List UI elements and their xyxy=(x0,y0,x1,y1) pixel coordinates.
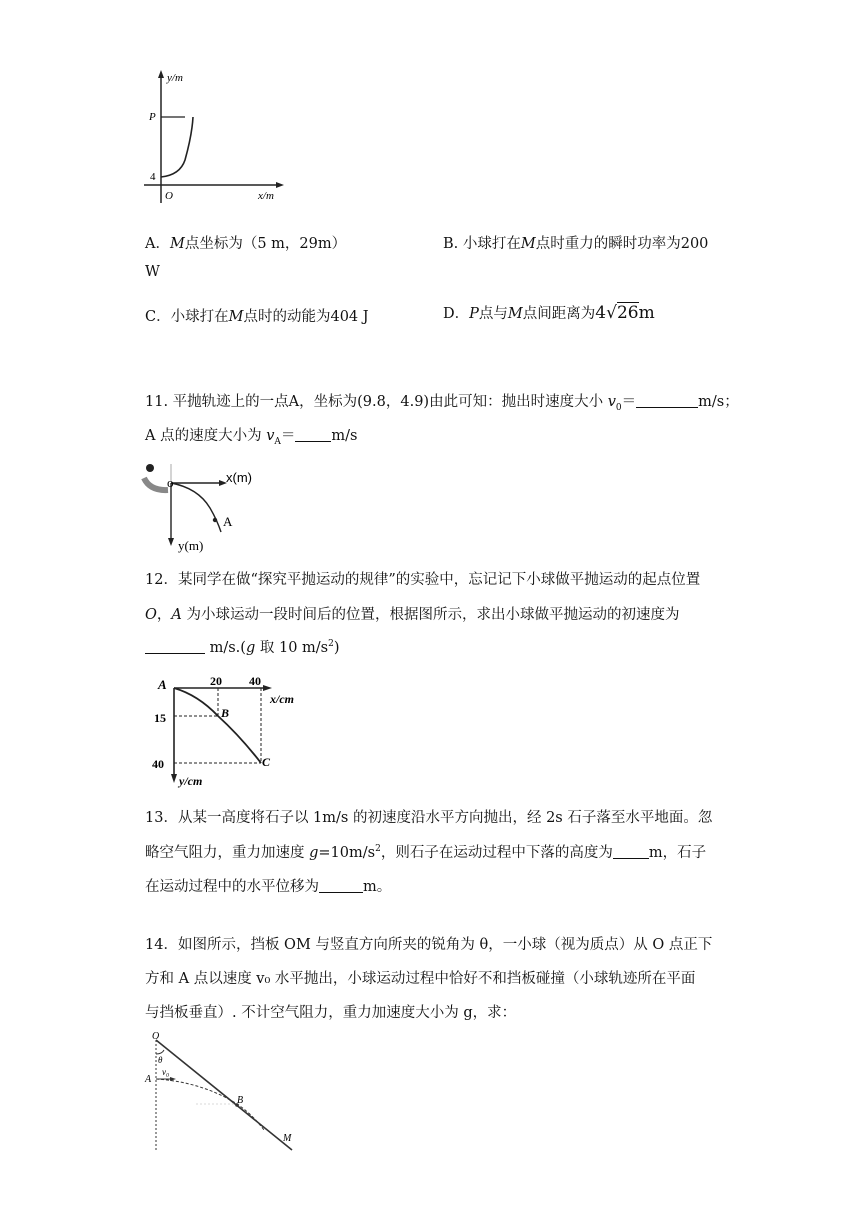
q13-line3 xyxy=(145,875,391,896)
option-d-var2: M xyxy=(507,306,523,322)
option-c-prefix: C．小球打在 xyxy=(145,309,229,325)
q11-a-label: A xyxy=(223,514,233,529)
option-d-coef: 4 xyxy=(595,303,607,323)
origin-label: O xyxy=(165,190,173,202)
option-a xyxy=(145,232,346,253)
q12-end: ) xyxy=(333,640,340,656)
option-c-text: 点时的动能为404 J xyxy=(243,309,369,325)
option-d-var1: P xyxy=(469,306,479,322)
q13-line1: 13．从某一高度将石子以 1m/s 的初速度沿水平方向抛出，经 2s 石子落至水平地面。忽 xyxy=(145,810,713,826)
q12-unit: m/s.( xyxy=(205,640,246,656)
q11-eq: ＝ xyxy=(621,394,637,410)
option-b xyxy=(443,232,708,253)
q13-line3-a: 在运动过程中的水平位移为 xyxy=(145,879,319,895)
option-c xyxy=(145,305,369,326)
q14-m-label: M xyxy=(283,1133,292,1144)
p-label: P xyxy=(149,111,156,123)
option-d-prefix: D． xyxy=(443,306,470,322)
q12-o-var: O xyxy=(145,607,157,623)
q14-o-label: O xyxy=(152,1031,160,1042)
figure-q14 xyxy=(142,1030,302,1152)
q13-line2-c: ，则石子在运动过程中下落的高度为 xyxy=(380,845,613,861)
q13-sup: 2 xyxy=(375,844,381,855)
figure-q11 xyxy=(140,460,270,554)
q12-g-var: g xyxy=(245,640,256,656)
figure-q12 xyxy=(148,673,308,793)
figure-y-x-graph xyxy=(140,65,290,205)
q11-line2 xyxy=(145,424,357,447)
option-d-mid: 点与 xyxy=(478,306,508,322)
q12-x40: 40 xyxy=(249,674,261,688)
sqrt-symbol: √ xyxy=(606,303,617,323)
q11-v0-var: v xyxy=(607,394,616,410)
q12-x20: 20 xyxy=(210,674,222,688)
q13-line2-d: m，石子 xyxy=(648,845,707,861)
option-d-text: 点间距离为 xyxy=(522,306,596,322)
q12-x-axis: x/cm xyxy=(270,692,294,706)
q13-line2-a: 略空气阻力，重力加速度 xyxy=(145,845,310,861)
option-d xyxy=(443,302,655,323)
q11-x-label: x(m) xyxy=(226,470,252,485)
q11-va-var: v xyxy=(266,428,275,444)
q11-blank-2[interactable] xyxy=(295,427,331,442)
q11-blank-1[interactable] xyxy=(636,393,698,408)
q12-line1: 12．某同学在做“探究平抛运动的规律”的实验中，忘记记下小球做平抛运动的起点位置 xyxy=(145,572,701,588)
q13-line2-b: =10m/s xyxy=(318,845,376,861)
q12-y15: 15 xyxy=(154,711,166,725)
q14-theta-label: θ xyxy=(158,1055,163,1065)
q12-line3 xyxy=(145,636,340,657)
q13-g-var: g xyxy=(309,845,319,861)
q13-line2 xyxy=(145,841,706,862)
option-b-prefix: B. 小球打在 xyxy=(443,236,521,252)
q11-line1 xyxy=(145,390,739,413)
q12-line2 xyxy=(145,603,679,624)
q12-g-text: 取 10 m/s xyxy=(255,640,329,656)
q12-blank[interactable] xyxy=(145,639,205,654)
option-d-unit: m xyxy=(638,303,655,323)
q14-b-label: B xyxy=(237,1095,244,1106)
option-a-prefix: A． xyxy=(145,236,170,252)
q11-va-sub: A xyxy=(274,436,281,447)
q11-text: 11. 平抛轨迹上的一点A，坐标为(9.8，4.9)由此可知：抛出时速度大小 xyxy=(145,394,608,410)
q12-a-label: A xyxy=(158,677,167,692)
q14-line1: 14．如图所示，挡板 OM 与竖直方向所夹的锐角为 θ，一小球（视为质点）从 O 点正下 xyxy=(145,937,713,953)
q13-line3-b: m。 xyxy=(363,879,392,895)
q12-sup: 2 xyxy=(328,639,334,650)
q12-c-label: C xyxy=(262,755,271,769)
four-label: 4 xyxy=(150,171,156,183)
q12-line2-text: 为小球运动一段时间后的位置，根据图所示，求出小球做平抛运动的初速度为 xyxy=(181,607,680,623)
q14-v-label: v₀ xyxy=(162,1067,170,1077)
y-axis-label: y/m xyxy=(167,72,183,84)
q12-y-axis: y/cm xyxy=(179,774,203,788)
q11-v0-sub: 0 xyxy=(615,402,622,413)
option-d-radicand: 26 xyxy=(616,303,639,323)
option-a-text: 点坐标为（5 m，29m） xyxy=(184,236,347,252)
option-b-var: M xyxy=(520,236,536,252)
q12-b-label: B xyxy=(221,706,230,720)
q11-unit2: m/s xyxy=(331,428,358,444)
q11-unit1: m/s； xyxy=(698,394,739,410)
q14-line2: 方和 A 点以速度 v₀ 水平抛出，小球运动过程中恰好不和挡板碰撞（小球轨迹所在平面 xyxy=(145,971,696,987)
q13-blank-2[interactable] xyxy=(319,878,363,893)
option-c-var: M xyxy=(228,309,244,325)
q14-line3: 与挡板垂直）. 不计空气阻力，重力加速度大小为 g，求： xyxy=(145,1005,517,1021)
q14-a-label: A xyxy=(145,1074,152,1085)
q11-y-label: y(m) xyxy=(178,538,204,553)
q12-a-var: A xyxy=(171,607,182,623)
q12-sep: ， xyxy=(156,607,172,623)
q11-eq2: ＝ xyxy=(280,428,296,444)
option-a-var: M xyxy=(169,236,185,252)
option-b-cont: W xyxy=(145,264,160,280)
q11-o-label: o xyxy=(167,475,174,490)
q12-y40: 40 xyxy=(152,757,164,771)
x-axis-label: x/m xyxy=(258,190,274,202)
q13-blank-1[interactable] xyxy=(613,844,649,859)
option-b-text: 点时重力的瞬时功率为200 xyxy=(535,236,709,252)
q11-line2-text: A 点的速度大小为 xyxy=(145,428,267,444)
